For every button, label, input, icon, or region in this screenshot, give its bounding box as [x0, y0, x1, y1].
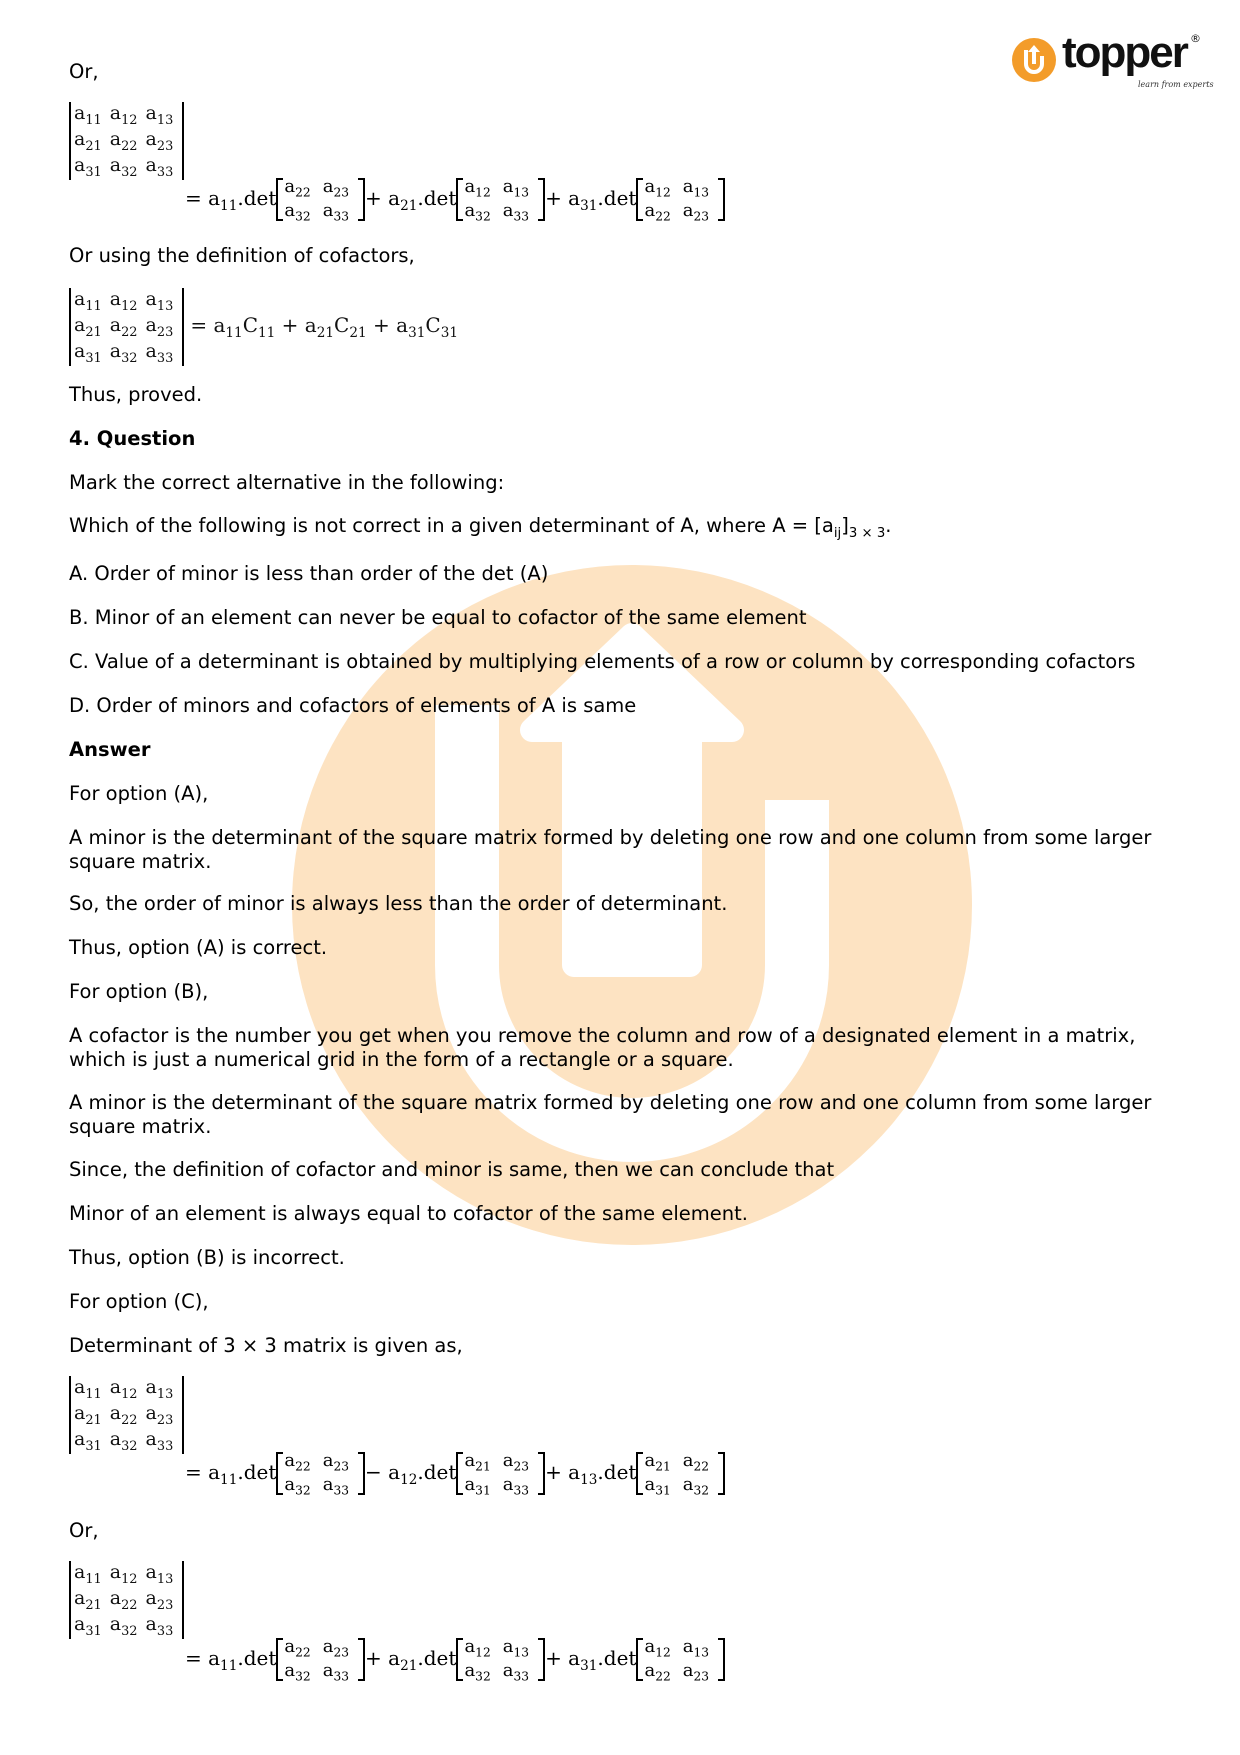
text-for-option-b: For option (B),	[69, 980, 209, 1003]
text-minor-definition-2: A minor is the determinant of the square matrix formed by deleting one row and one column from some larger square matrix.	[69, 1091, 1152, 1138]
text-cofactor-definition: A cofactor is the number you get when you remove the column and row of a designated element in a matrix, which is just a numerical grid in the form of a rectangle or a square.	[69, 1024, 1136, 1071]
option-c: C. Value of a determinant is obtained by multiplying elements of a row or column by corresponding cofactors	[69, 650, 1136, 673]
text-minor-definition: A minor is the determinant of the square matrix formed by deleting one row and one column from some larger square matrix.	[69, 826, 1152, 873]
question-instruction: Mark the correct alternative in the following:	[69, 471, 505, 494]
registered-mark: ®	[1190, 32, 1201, 45]
text-b-incorrect: Thus, option (B) is incorrect.	[69, 1246, 345, 1269]
text-thus-proved: Thus, proved.	[69, 383, 203, 406]
column-expansion-equation: = $a_{11}.\det$ $a_{22}$ $a_{23}$ $a_{32}$ $a_{33}$ + $a_{21}.\det$ $a_{12}$ $a_{13}$ $a_{32}$ $a_{33}$ + $a_{31}.\det$ $a_{12}$ $a_{13}$ $a_{22}$ $a_{23}$	[185, 176, 725, 223]
question-text: Which of the following is not correct in a given determinant of A, where $A = [a_{ij}]_{3 \times 3}$.	[69, 514, 892, 541]
text-for-option-c: For option (C),	[69, 1290, 209, 1313]
determinant-3x3-d: $a_{11}$ $a_{12}$ $a_{13}$ $a_{21}$ $a_{22}$ $a_{23}$ $a_{31}$ $a_{32}$ $a_{33}$	[69, 1561, 184, 1644]
question-heading: 4. Question	[69, 427, 196, 450]
determinant-3x3-c: $a_{11}$ $a_{12}$ $a_{13}$ $a_{21}$ $a_{22}$ $a_{23}$ $a_{31}$ $a_{32}$ $a_{33}$	[69, 1376, 184, 1459]
text-for-option-a: For option (A),	[69, 782, 209, 805]
row-expansion-equation: = $a_{11}.\det$ $a_{22}$ $a_{23}$ $a_{32}$ $a_{33}$ − $a_{12}.\det$ $a_{21}$ $a_{23}$ $a_{31}$ $a_{33}$ + $a_{13}.\det$ $a_{21}$ $a_{22}$ $a_{31}$ $a_{32}$	[185, 1450, 725, 1497]
text-det3-intro: Determinant of 3 × 3 matrix is given as,	[69, 1334, 463, 1357]
determinant-3x3: $a_{11}$ $a_{12}$ $a_{13}$ $a_{21}$ $a_{22}$ $a_{23}$ $a_{31}$ $a_{32}$ $a_{33}$	[69, 102, 184, 185]
brand-tagline: learn from experts	[1138, 80, 1214, 89]
text-since-same: Since, the definition of cofactor and minor is same, then we can conclude that	[69, 1158, 835, 1181]
text-cofactor-intro: Or using the definition of cofactors,	[69, 244, 415, 267]
text-or-2: Or,	[69, 1519, 99, 1542]
answer-heading: Answer	[69, 738, 151, 761]
text-order-minor: So, the order of minor is always less than the order of determinant.	[69, 892, 728, 915]
topper-logo	[1012, 28, 1214, 100]
cofactor-equation: $a_{11}$ $a_{12}$ $a_{13}$ $a_{21}$ $a_{22}$ $a_{23}$ $a_{31}$ $a_{32}$ $a_{33}$ = $a_{11}C_{11} + a_{21}C_{21} + a_{31}C_{31}$	[69, 288, 458, 366]
option-b: B. Minor of an element can never be equal to cofactor of the same element	[69, 606, 807, 629]
text-minor-equal: Minor of an element is always equal to cofactor of the same element.	[69, 1202, 748, 1225]
brand-name: topper	[1062, 28, 1187, 77]
column-expansion-equation-2: = $a_{11}.\det$ $a_{22}$ $a_{23}$ $a_{32}$ $a_{33}$ + $a_{21}.\det$ $a_{12}$ $a_{13}$ $a_{32}$ $a_{33}$ + $a_{31}.\det$ $a_{12}$ $a_{13}$ $a_{22}$ $a_{23}$	[185, 1636, 725, 1683]
option-a: A. Order of minor is less than order of the det (A)	[69, 562, 549, 585]
text-a-correct: Thus, option (A) is correct.	[69, 936, 328, 959]
option-d: D. Order of minors and cofactors of elements of A is same	[69, 694, 637, 717]
text-or: Or,	[69, 60, 99, 83]
